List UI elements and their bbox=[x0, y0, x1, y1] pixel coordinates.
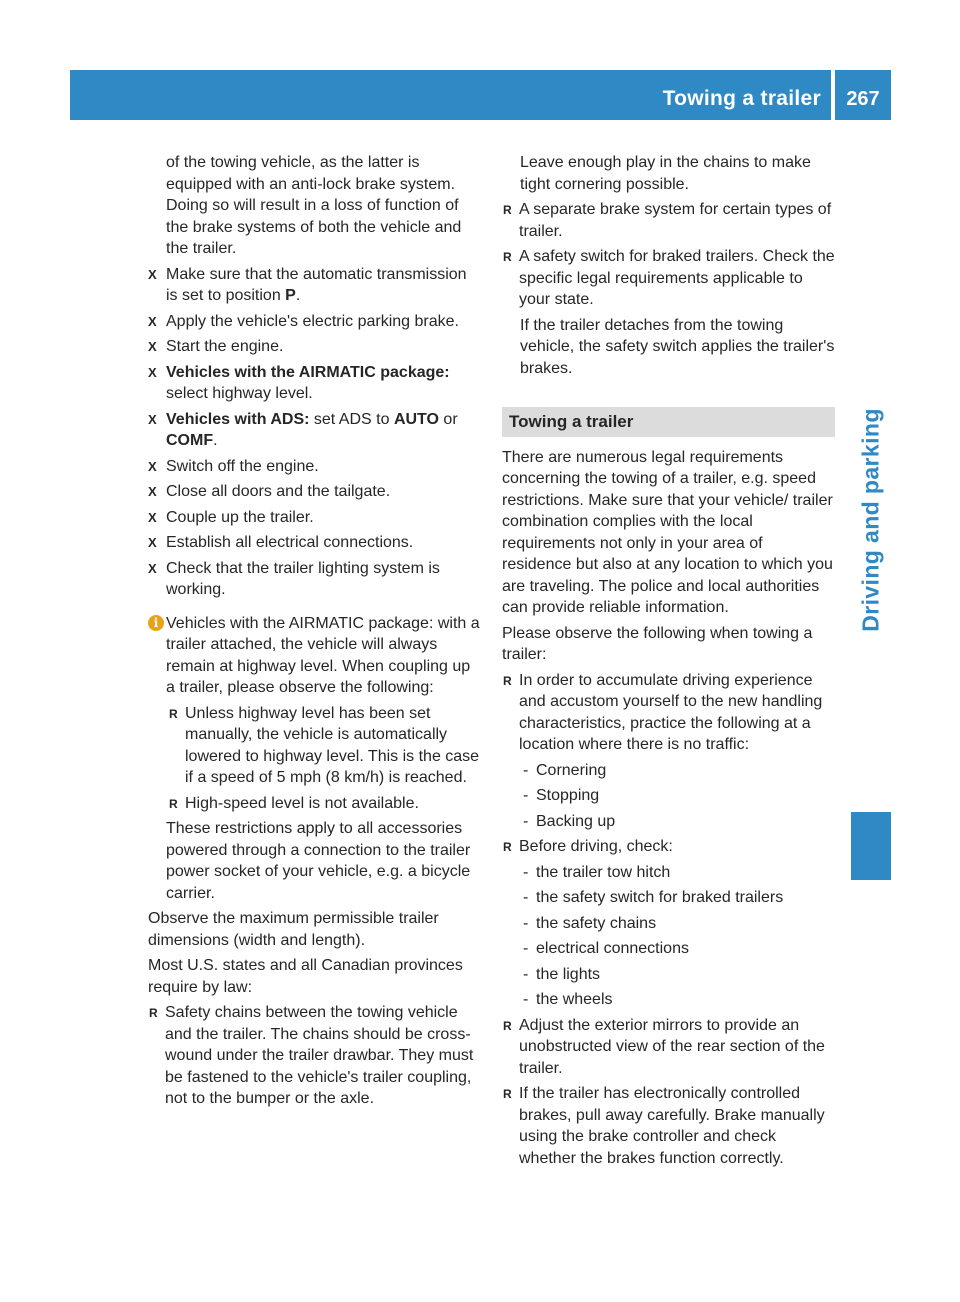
page-title: Towing a trailer bbox=[662, 87, 821, 110]
right-column bbox=[502, 152, 835, 1173]
step-item: X Vehicles with ADS: set ADS to AUTO or COMF. bbox=[148, 409, 482, 452]
check-item: - the wheels bbox=[502, 989, 835, 1011]
side-tab-label bbox=[848, 250, 894, 790]
dimensions-paragraph: Observe the maximum permissible trailer dimensions (width and length). bbox=[148, 910, 439, 949]
switch-note: If the trailer detaches from the towing vehicle, the safety switch applies the trailer's brakes. bbox=[520, 316, 835, 377]
section-paragraph: There are numerous legal requirements concerning the towing of a trailer, e.g. speed restrictions. Make sure that your vehicle/ trailer combination complies with the local requirements not only in your area of residence but also at any location to which you are traveling. The police and local authorities can provide reliable information. bbox=[502, 448, 833, 616]
continued-text: Leave enough play in the chains to make tight cornering possible. bbox=[520, 154, 811, 193]
step-item: X Start the engine. bbox=[148, 336, 482, 358]
step-item: X Establish all electrical connections. bbox=[148, 532, 482, 554]
mirror-bullet: R Adjust the exterior mirrors to provide an unobstructed view of the rear section of the trailer. bbox=[502, 1015, 835, 1080]
check-bullet: R Before driving, check: bbox=[502, 836, 835, 858]
step-item: X Switch off the engine. bbox=[148, 456, 482, 478]
practice-item: - Backing up bbox=[502, 811, 835, 833]
law-bullet: R A safety switch for braked trailers. Check the specific legal requirements applicable to your state. bbox=[502, 246, 835, 311]
check-item: - the safety chains bbox=[502, 913, 835, 935]
check-item: - the safety switch for braked trailers bbox=[502, 887, 835, 909]
side-tab-block bbox=[851, 812, 891, 880]
note-bullet: R High-speed level is not available. bbox=[168, 793, 482, 815]
info-icon: i bbox=[148, 615, 164, 631]
step-item: X Couple up the trailer. bbox=[148, 507, 482, 529]
step-item: X Check that the trailer lighting system is working. bbox=[148, 558, 482, 601]
page-number: 267 bbox=[835, 70, 891, 120]
law-paragraph: Most U.S. states and all Canadian provinces require by law: bbox=[148, 957, 463, 996]
practice-bullet: R In order to accumulate driving experience and accustom yourself to the new handling characteristics, practice the following at a location where there is no traffic: bbox=[502, 670, 835, 756]
brake-bullet: R If the trailer has electronically controlled brakes, pull away carefully. Brake manually using the brake controller and check whether the brakes function correctly. bbox=[502, 1083, 835, 1169]
step-item: X Vehicles with the AIRMATIC package: select highway level. bbox=[148, 362, 482, 405]
law-bullet: R Safety chains between the towing vehicle and the trailer. The chains should be cross-wound under the trailer drawbar. They must be fastened to the vehicle's trailer coupling, not to the bumper or the axle. bbox=[148, 1002, 482, 1110]
header-bar bbox=[70, 70, 831, 120]
intro-paragraph: of the towing vehicle, as the latter is equipped with an anti-lock brake system. Doing so will result in a loss of function of the brake systems of both the vehicle and the trailer. bbox=[166, 154, 462, 257]
note-bullet: R Unless highway level has been set manually, the vehicle is automatically lowered to highway level. This is the case if a speed of 5 mph (8 km/h) is reached. bbox=[168, 703, 482, 789]
step-item: X Apply the vehicle's electric parking brake. bbox=[148, 311, 482, 333]
law-bullet: R A separate brake system for certain types of trailer. bbox=[502, 199, 835, 242]
note-text: Vehicles with the AIRMATIC package: with a trailer attached, the vehicle will always remain at highway level. When coupling up a trailer, please observe the following: bbox=[166, 614, 480, 696]
side-tab-text: Driving and parking bbox=[857, 408, 884, 632]
section-paragraph: Please observe the following when towing a trailer: bbox=[502, 624, 813, 663]
note-footer: These restrictions apply to all accessories powered through a connection to the trailer power socket of your vehicle, e.g. a bicycle carrier. bbox=[166, 820, 471, 902]
step-item: X Make sure that the automatic transmission is set to position P. bbox=[148, 264, 482, 307]
check-item: - the lights bbox=[502, 964, 835, 986]
practice-item: - Cornering bbox=[502, 760, 835, 782]
info-note bbox=[148, 613, 482, 905]
section-heading: Towing a trailer bbox=[502, 407, 835, 437]
left-column bbox=[148, 152, 482, 1114]
check-item: - the trailer tow hitch bbox=[502, 862, 835, 884]
step-item: X Close all doors and the tailgate. bbox=[148, 481, 482, 503]
practice-item: - Stopping bbox=[502, 785, 835, 807]
check-item: - electrical connections bbox=[502, 938, 835, 960]
